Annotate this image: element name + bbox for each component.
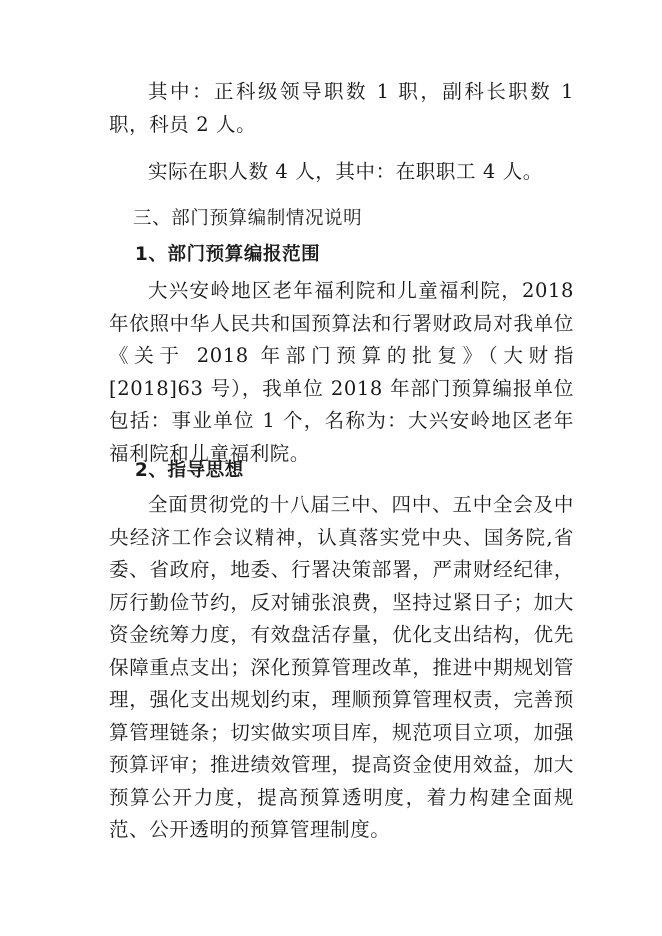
section-heading-3: 三、部门预算编制情况说明 — [133, 208, 363, 229]
scope-paragraph: 大兴安岭地区老年福利院和儿童福利院，2018 年依照中华人民共和国预算法和行署财政局对我单位《关于 2018 年部门预算的批复》（大财指[2018]63 号），我单位 2018 年部门预算编报单位包括：事业单位 1 个，名称为：大兴安岭地区老年福利院和儿童福利院。 — [109, 279, 574, 465]
staffing-paragraph: 其中：正科级领导职数 1 职，副科长职数 1 职，科员 2 人。 — [109, 80, 574, 136]
subsection-heading-2: 2、指导思想 — [134, 460, 244, 481]
guiding-thought-paragraph: 全面贯彻党的十八届三中、四中、五中全会及中央经济工作会议精神，认真落实党中央、国务院,省委、省政府，地委、行署决策部署，严肃财经纪律，厉行勤俭节约，反对铺张浪费，坚持过紧日子；加大资金统筹力度，有效盘活存量，优化支出结构，优先保障重点支出；深化预算管理改革，推进中期规划管理，强化支出规划约束，理顺预算管理权责，完善预算管理链条；切实做实项目库，规范项目立项，加强预算评审；推进绩效管理，提高资金使用效益，加大预算公开力度，提高预算透明度，着力构建全面规范、公开透明的预算管理制度。 — [109, 493, 574, 841]
actual-staff-paragraph: 实际在职人数 4 人，其中：在职职工 4 人。 — [148, 160, 543, 183]
subsection-heading-1: 1、部门预算编报范围 — [134, 244, 321, 265]
